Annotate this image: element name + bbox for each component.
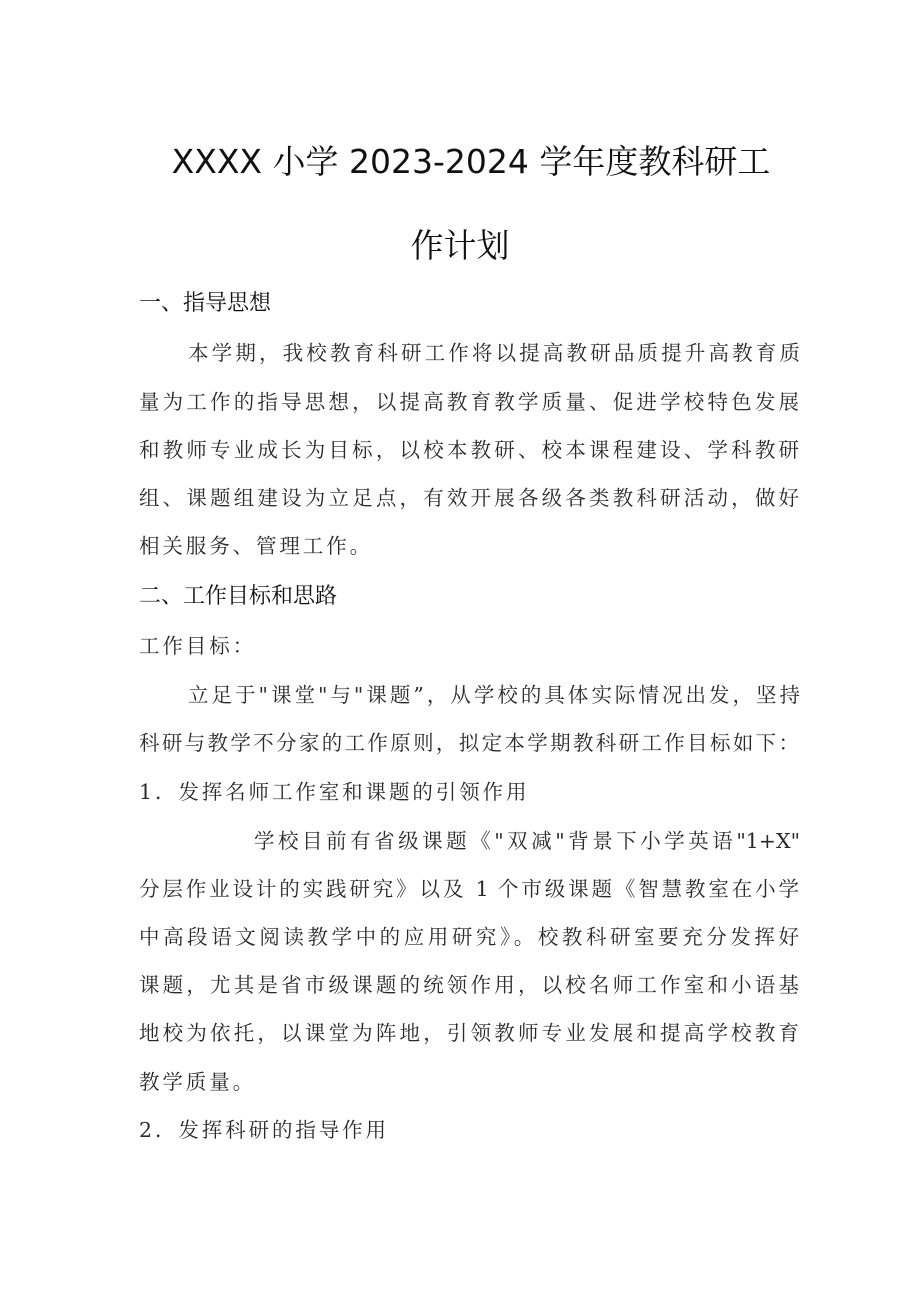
- paragraph-line: 科研与教学不分家的工作原则，拟定本学期教科研工作目标如下：: [139, 731, 799, 755]
- paragraph-line: 学校目前有省级课题《"双减"背景下小学英语"1+X": [254, 829, 800, 853]
- document-title-line-1: XXXX 小学 2023-2024 学年度教科研工: [171, 142, 771, 181]
- paragraph-line: 教学质量。: [139, 1070, 256, 1094]
- paragraph-line: 分层作业设计的实践研究》以及 1 个市级课题《智慧教室在小学: [139, 877, 799, 901]
- paragraph-line: 相关服务、管理工作。: [139, 534, 373, 558]
- paragraph-line: 中高段语文阅读教学中的应用研究》。校教科研室要充分发挥好: [139, 925, 799, 949]
- paragraph-line: 组、课题组建设为立足点，有效开展各级各类教科研活动，做好: [139, 486, 799, 510]
- paragraph-line: 立足于"课堂"与"课题”，从学校的具体实际情况出发，坚持: [188, 683, 800, 707]
- paragraph-line: 和教师专业成长为目标，以校本教研、校本课程建设、学科教研: [139, 438, 799, 462]
- section-heading-guiding-ideology: 一、指导思想: [139, 291, 272, 316]
- document-title-line-2: 作计划: [410, 226, 510, 265]
- item-1-title: 1．发挥名师工作室和课题的引领作用: [139, 780, 530, 804]
- item-2-title: 2．发挥科研的指导作用: [139, 1118, 389, 1142]
- paragraph-line: 课题，尤其是省市级课题的统领作用，以校名师工作室和小语基: [139, 973, 799, 997]
- section-heading-goals-and-approach: 二、工作目标和思路: [139, 584, 338, 609]
- paragraph-line: 量为工作的指导思想，以提高教育教学质量、促进学校特色发展: [139, 390, 799, 414]
- paragraph-line: 地校为依托，以课堂为阵地，引领教师专业发展和提高学校教育: [139, 1021, 799, 1045]
- goals-label: 工作目标：: [139, 634, 256, 658]
- paragraph-line: 本学期，我校教育科研工作将以提高教研品质提升高教育质: [188, 341, 800, 365]
